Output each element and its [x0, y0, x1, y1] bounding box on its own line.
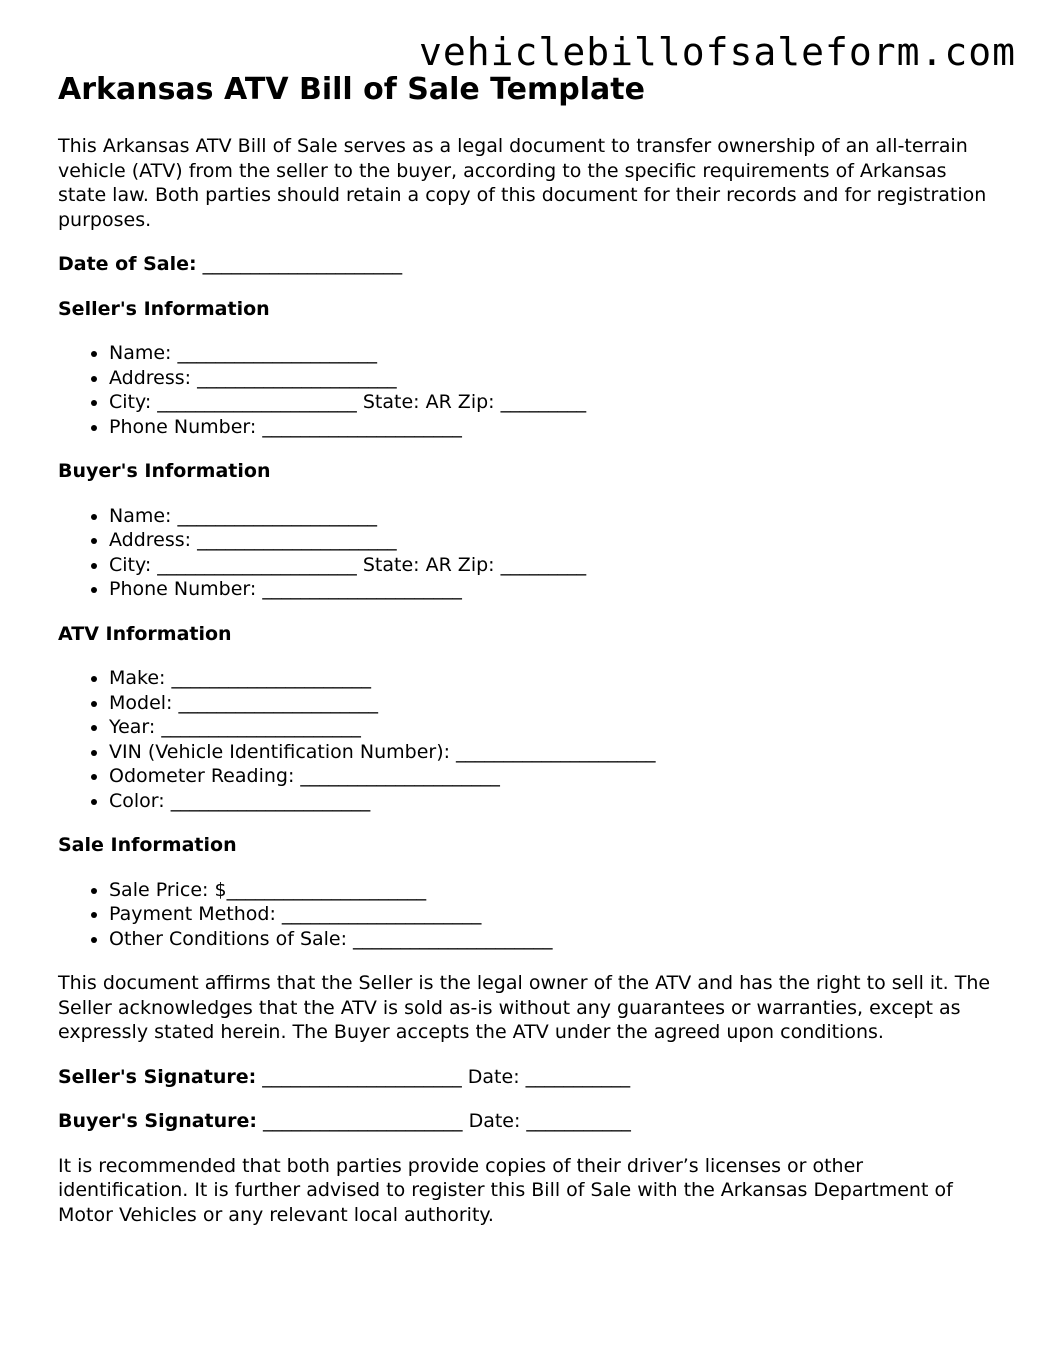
recommendation-paragraph: It is recommended that both parties provide copies of their driver’s licenses or other identification. It is further advised to register this Bill of Sale with the Arkansas Department of Motor Vehicles or any relevant local authority. — [58, 1154, 953, 1226]
buyer-information-heading: Buyer's Information — [58, 460, 271, 482]
date-of-sale-label: Date of Sale: — [58, 253, 197, 275]
buyer-city-state-zip-field: • City: _____________________ State: AR Zip: _________ — [109, 553, 998, 578]
atv-information-list — [58, 666, 998, 813]
buyer-signature-blank: _____________________ Date: ___________ — [257, 1110, 631, 1132]
page-title: Arkansas ATV Bill of Sale Template — [58, 72, 645, 107]
seller-information-heading: Seller's Information — [58, 297, 270, 320]
sale-information-section — [58, 833, 998, 951]
buyer-phone-field: • Phone Number: _____________________ — [109, 577, 998, 602]
sale-information-heading: Sale Information — [58, 834, 237, 856]
atv-year-field: • Year: _____________________ — [109, 715, 998, 740]
buyer-address-field: • Address: _____________________ — [109, 528, 998, 553]
seller-address-field: • Address: _____________________ — [109, 366, 998, 391]
seller-information-list — [58, 341, 998, 439]
atv-make-field: • Make: _____________________ — [109, 666, 998, 691]
seller-phone-field: • Phone Number: _____________________ — [109, 415, 998, 440]
intro-paragraph: This Arkansas ATV Bill of Sale serves as a legal document to transfer ownership of an all-terrain vehicle (ATV) from the seller to the buyer, according to the specific requirements of Arkansas state law. Both parties should retain a copy of this document for their records and for registration purposes. — [58, 135, 987, 231]
atv-model-field: • Model: _____________________ — [109, 691, 998, 716]
buyer-signature-label: Buyer's Signature: — [58, 1110, 257, 1132]
date-of-sale-field — [58, 252, 998, 277]
bill-of-sale-document — [58, 70, 998, 1227]
seller-signature-blank: _____________________ Date: ___________ — [256, 1065, 631, 1088]
sale-price-field: • Sale Price: $_____________________ — [109, 878, 998, 903]
payment-method-field: • Payment Method: _____________________ — [109, 902, 998, 927]
seller-signature-label: Seller's Signature: — [58, 1065, 257, 1088]
site-watermark: vehiclebillofsaleform.com — [419, 30, 1016, 74]
seller-city-state-zip-field: • City: _____________________ State: AR Zip: _________ — [109, 390, 998, 415]
affirmation-paragraph: This document affirms that the Seller is the legal owner of the ATV and has the right to sell it. The Seller acknowledges that the ATV is sold as-is without any guarantees or warranties, except as expressly stated herein. The Buyer accepts the ATV under the agreed upon conditions. — [58, 972, 991, 1043]
atv-vin-field: • VIN (Vehicle Identification Number): _____________________ — [109, 740, 998, 765]
buyer-signature-field — [58, 1109, 998, 1134]
atv-odometer-field: • Odometer Reading: _____________________ — [109, 764, 998, 789]
buyer-information-list — [58, 504, 998, 602]
buyer-information-section — [58, 459, 998, 602]
other-conditions-field: • Other Conditions of Sale: _____________________ — [109, 927, 998, 952]
sale-information-list — [58, 878, 998, 952]
atv-color-field: • Color: _____________________ — [109, 789, 998, 814]
date-of-sale-blank: _____________________ — [196, 253, 403, 275]
atv-information-section — [58, 622, 998, 814]
seller-information-section — [58, 297, 998, 440]
buyer-name-field: • Name: _____________________ — [109, 504, 998, 529]
atv-information-heading: ATV Information — [58, 622, 232, 645]
seller-name-field: • Name: _____________________ — [109, 341, 998, 366]
seller-signature-field — [58, 1065, 998, 1090]
